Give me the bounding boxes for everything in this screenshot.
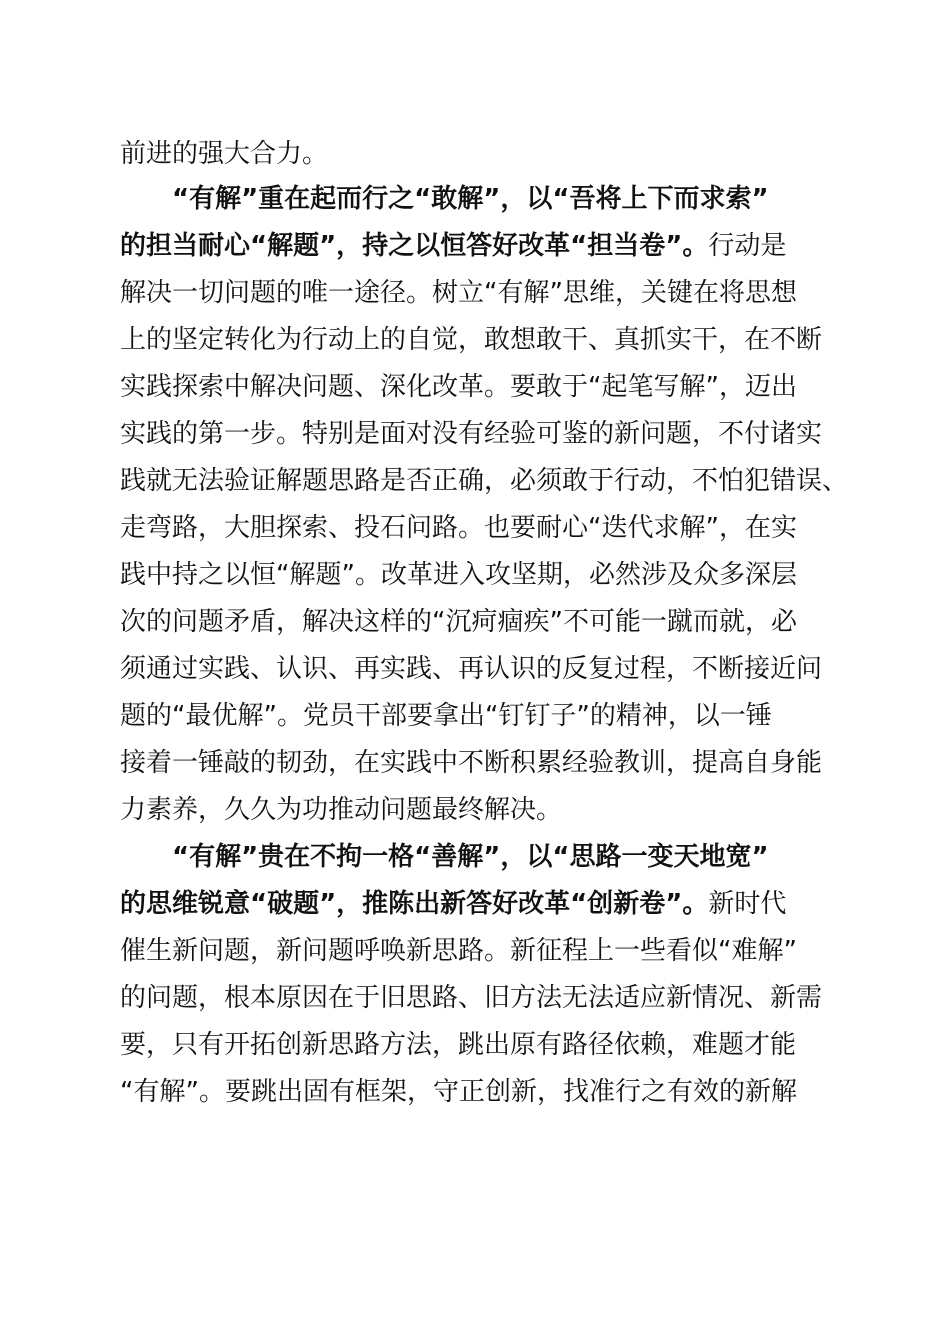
heading-continuation-text-2: 新时代	[708, 889, 787, 919]
text-line-11: 次的问题矛盾，解决这样的“沉疴痼疾”不可能一蹴而就，必	[120, 607, 797, 637]
text-line-5: 上的坚定转化为行动上的自觉，敢想敢干、真抓实干，在不断	[120, 325, 823, 355]
text-line-13: 题的“最优解”。党员干部要拿出“钉钉子”的精神，以一锤	[120, 701, 772, 731]
text-line-20: 要，只有开拓创新思路方法，跳出原有路径依赖，难题才能	[120, 1030, 797, 1060]
text-line-15: 力素养，久久为功推动问题最终解决。	[120, 795, 563, 825]
heading-line-1: “有解”重在起而行之“敢解”，以“吾将上下而求索”	[172, 184, 769, 214]
text-line-9: 走弯路，大胆探索、投石问路。也要耐心“迭代求解”，在实	[120, 513, 797, 543]
text-line-18: 催生新问题，新问题呼唤新思路。新征程上一些看似“难解”	[120, 936, 797, 966]
text-line-14: 接着一锤敲的韧劲，在实践中不断积累经验教训，提高自身能	[120, 748, 823, 778]
text-line-1: 前进的强大合力。	[120, 139, 329, 169]
text-line-10: 践中持之以恒“解题”。改革进入攻坚期，必然涉及众多深层	[120, 560, 797, 590]
heading-bold-text: 的担当耐心“解题”，持之以恒答好改革“担当卷”。	[120, 231, 709, 261]
text-line-12: 须通过实践、认识、再实践、再认识的反复过程，不断接近问	[120, 654, 823, 684]
text-line-6: 实践探索中解决问题、深化改革。要敢于“起笔写解”，迈出	[120, 372, 797, 402]
text-line-7: 实践的第一步。特别是面对没有经验可鉴的新问题，不付诸实	[120, 419, 823, 449]
heading-line-3: “有解”贵在不拘一格“善解”，以“思路一变天地宽”	[172, 842, 769, 872]
heading-line-4	[120, 889, 786, 919]
text-line-8: 践就无法验证解题思路是否正确，必须敢于行动，不怕犯错误、	[120, 466, 849, 496]
text-line-21: “有解”。要跳出固有框架，守正创新，找准行之有效的新解	[120, 1077, 797, 1107]
text-line-4: 解决一切问题的唯一途径。树立“有解”思维，关键在将思想	[120, 278, 797, 308]
heading-line-2	[120, 231, 786, 261]
text-line-19: 的问题，根本原因在于旧思路、旧方法无法适应新情况、新需	[120, 983, 823, 1013]
heading-continuation-text: 行动是	[708, 231, 787, 261]
heading-bold-text-2: 的思维锐意“破题”，推陈出新答好改革“创新卷”。	[120, 889, 709, 919]
